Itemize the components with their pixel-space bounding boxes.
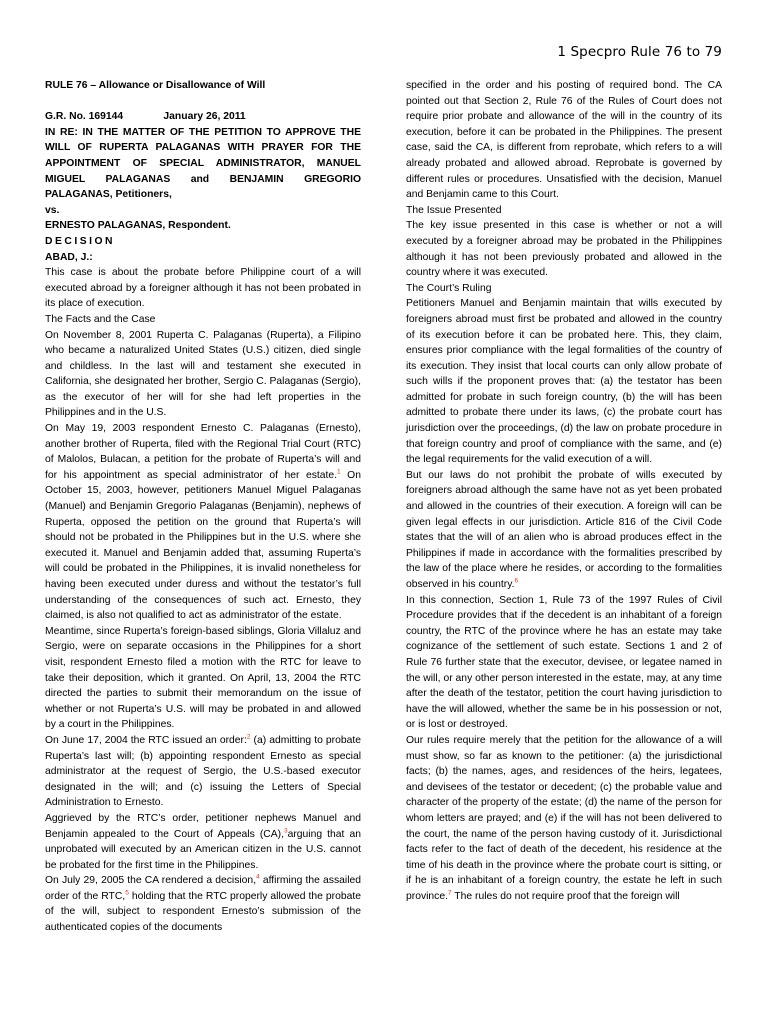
footnote-ref[interactable]: 7: [447, 889, 452, 897]
paragraph: [406, 468, 722, 593]
paragraph-text: But our laws do not prohibit the probate of wills executed by foreigners abroad although the same have not as yet been probated and allowed in the countries of their execution. A foreign will can be given legal effects in our jurisdiction. Article 816 of the Civil Code states that the will of an alien who is abroad produces effect in the Philippines if made in accordance with the formalities prescribed by the law of the place where he resides, or according to the formalities observed in his country.: [406, 469, 722, 590]
paragraph: On November 8, 2001 Ruperta C. Palaganas (Ruperta), a Filipino who became a naturalized United States (U.S.) citizen, died single and childless. In the last will and testament she executed in California, she designated her brother, Sergio C. Palaganas (Sergio), as the executor of her will for she had left properties in the Philippines and in the U.S.: [45, 329, 361, 419]
paragraph: [45, 873, 361, 935]
paragraph: The key issue presented in this case is whether or not a will executed by a foreigner abroad may be probated in the Philippines although it has not been previously probated and allowed in the country where it was executed.: [406, 220, 722, 279]
paragraph-text: holding that the RTC properly allowed the probate of the will, subject to respondent Ernesto’s submission of the authenticated copies of the documents: [45, 890, 361, 934]
gr-number: G.R. No. 169144 January 26, 2011: [45, 111, 246, 123]
footnote-ref[interactable]: 6: [514, 577, 519, 585]
paragraph-text: The rules do not require proof that the foreign will: [451, 890, 680, 902]
paragraph: Petitioners Manuel and Benjamin maintain that wills executed by foreigners abroad must first be probated and allowed in the country of its execution before it can be probated here. This, they claim, ensures prior compliance with the legal formalities of the country of its execution. They insist that local courts can only allow probate of such wills if the proponent proves that: (a) the testator has been admitted for probate in such foreign country, (b) the will has been admitted to probate there under its laws, (c) the probate court has jurisdiction over the proceedings, (d) the law on probate procedure in that foreign country and proof of compliance with the same, and (e) the legal requirements for the valid execution of a will.: [406, 298, 722, 466]
paragraph-text: On July 29, 2005 the CA rendered a decision,: [45, 875, 257, 887]
right-column: [406, 78, 722, 904]
case-title: IN RE: IN THE MATTER OF THE PETITION TO APPROVE THE WILL OF RUPERTA PALAGANAS WITH PRAYER FOR THE APPOINTMENT OF SPECIAL ADMINISTRATOR, MANUEL MIGUEL PALAGANAS and BENJAMIN GREGORIO PALAGANAS, Petitioners,: [45, 126, 361, 201]
paragraph-text: On June 17, 2004 the RTC issued an order:: [45, 734, 247, 746]
versus: vs.: [45, 204, 60, 216]
paragraph: [45, 733, 361, 811]
paragraph-text: affirming the assailed order of the RTC,: [45, 875, 362, 902]
issue-heading: The Issue Presented: [406, 204, 502, 216]
footnote-ref[interactable]: 1: [337, 468, 341, 476]
left-column: [45, 78, 361, 936]
intro-paragraph: This case is about the probate before Philippine court of a will executed abroad by a foreigner although it has not been probated in its place of execution.: [45, 267, 361, 310]
paragraph: [45, 421, 361, 624]
page-header: 1 Specpro Rule 76 to 79: [557, 44, 722, 60]
paragraph-text: Aggrieved by the RTC’s order, petitioner nephews Manuel and Benjamin appealed to the Court of Appeals (CA),: [45, 812, 361, 840]
paragraph: Meantime, since Ruperta’s foreign-based siblings, Gloria Villaluz and Sergio, were on separate occasions in the Philippines for a short visit, respondent Ernesto filed a motion with the RTC for leave to take their deposition, which it granted. On April, 13, 2004 the RTC directed the parties to submit their memorandum on the issue of whether or not Ruperta’s U.S. will may be probated in and allowed by a court in the Philippines.: [45, 625, 361, 731]
footnote-ref[interactable]: 4: [256, 873, 260, 881]
footnote-ref[interactable]: 5: [125, 889, 129, 897]
paragraph-text: Our rules require merely that the petition for the allowance of a will must show, so far as known to the petitioner: (a) the jurisdictional facts; (b) the names, ages, and residences of the heirs, legatees, and devisees of the testator or decedent; (c) the probable value and character of the property of the estate; (d) the name of the person for whom letters are prayed; and (e) if the will has not been delivered to the court, the name of the person having custody of it. Jurisdictional facts refer to the fact of death of the decedent, his residence at the time of his death in the province where the probate court is sitting, or if he is an inhabitant of a foreign country, the estate he left in such province.: [406, 734, 722, 902]
paragraph-text: arguing that an unprobated will executed by an American citizen in the U.S. cannot be probated for the first time in the Philippines.: [45, 828, 361, 871]
footnote-ref[interactable]: 3: [283, 827, 288, 835]
paragraph: In this connection, Section 1, Rule 73 of the 1997 Rules of Civil Procedure provides that if the decedent is an inhabitant of a foreign country, the RTC of the province where he has an estate may take cognizance of the settlement of such estate. Sections 1 and 2 of Rule 76 further state that the executor, devisee, or legatee named in the will, or any other person interested in the estate, may, at any time after the death of the testator, petition the court having jurisdiction to have the will allowed, whether the same be in his possession or not, or is lost or destroyed.: [406, 594, 722, 731]
paragraph-text: On October 15, 2003, however, petitioners Manuel Miguel Palaganas (Manuel) and Benjamin Gregorio Palaganas (Benjamin), nephews of Ruperta, opposed the petition on the ground that Ruperta’s will should not be probated in the Philippines but in the U.S. where she executed it. Manuel and Benjamin added that, assuming Ruperta’s will could be probated in the Philippines, it is invalid nonetheless for having been executed under duress and without the testator’s full understanding of the consequences of such act. Ernesto, they claimed, is also not qualified to act as administrator of the estate.: [45, 469, 361, 622]
facts-heading: The Facts and the Case: [45, 313, 156, 325]
paragraph-text: (a) admitting to probate Ruperta’s last will; (b) appointing respondent Ernesto as special administrator at the request of Sergio, the U.S.-based executor designated in the will; and (c) issuing the Letters of Special Administration to Ernesto.: [45, 734, 361, 809]
respondent-line: ERNESTO PALAGANAS, Respondent.: [45, 220, 231, 232]
paragraph: [406, 733, 722, 905]
paragraph: specified in the order and his posting of required bond. The CA pointed out that Section 2, Rule 76 of the Rules of Court does not require prior probate and allowance of the will in the country of its execution, before it can be probated in the Philippines. The present case, said the CA, is different from reprobate, which refers to a will already probated and allowed abroad. Reprobate is governed by different rules or procedures. Unsatisfied with the decision, Manuel and Benjamin came to this Court.: [406, 80, 722, 201]
ponente: ABAD, J.:: [45, 251, 93, 263]
paragraph: [45, 811, 361, 873]
decision-heading: DECISION: [45, 235, 116, 247]
rule-title: RULE 76 – Allowance or Disallowance of Will: [45, 80, 266, 91]
footnote-ref[interactable]: 2: [246, 733, 251, 741]
paragraph-text: On May 19, 2003 respondent Ernesto C. Palaganas (Ernesto), another brother of Ruperta, filed with the Regional Trial Court (RTC) of Malolos, Bulacan, a petition for the probate of Ruperta’s will and for his appointment as special administrator of her estate.: [45, 423, 361, 481]
ruling-heading: The Court’s Ruling: [406, 282, 492, 294]
